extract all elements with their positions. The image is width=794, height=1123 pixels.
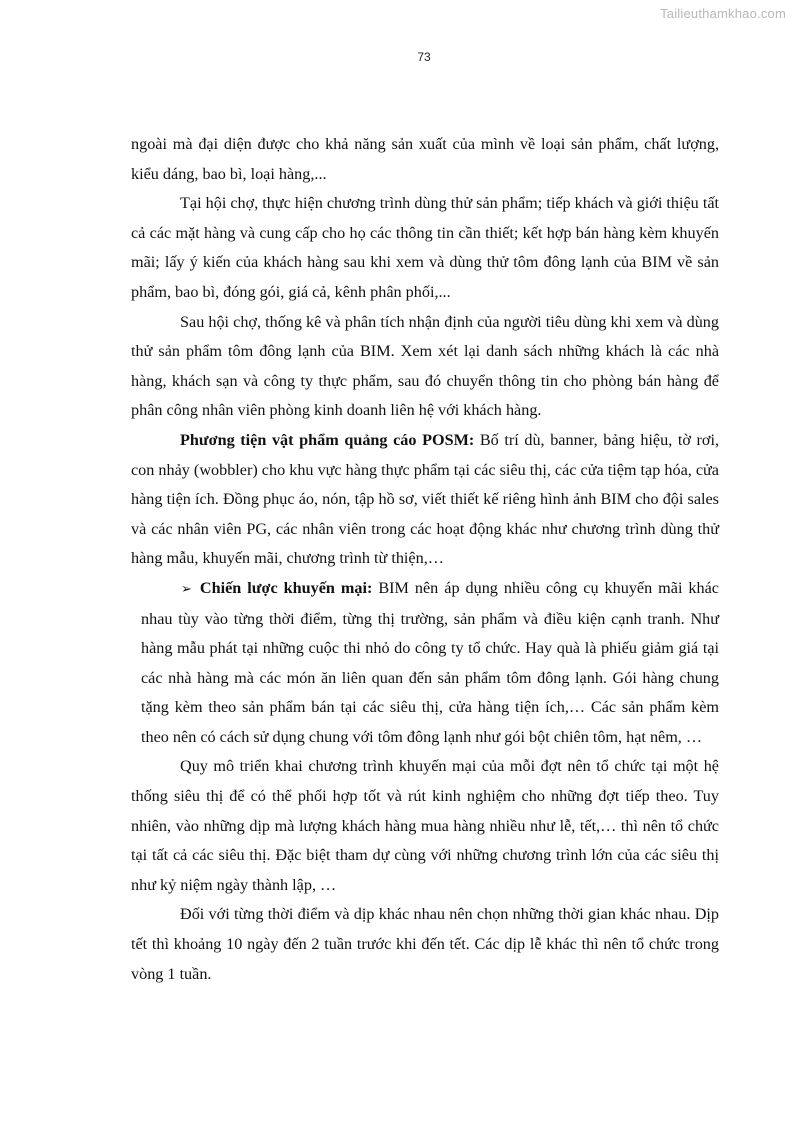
watermark: Tailieuthamkhao.com: [660, 6, 786, 21]
paragraph-continuation: ngoài mà đại diện được cho khả năng sản xuất của mình về loại sản phẩm, chất lượng, kiểu dáng, bao bì, loại hàng,...: [131, 135, 719, 183]
paragraph-posm: [131, 426, 719, 574]
paragraph-timing: Đối với từng thời điểm và dịp khác nhau nên chọn những thời gian khác nhau. Dịp tết thì khoảng 10 ngày đến 2 tuần trước khi đến tết. Các dịp lễ khác thì nên tổ chức trong vòng 1 tuần.: [131, 905, 719, 983]
promotion-text: BIM nên áp dụng nhiều công cụ khuyến mãi khác nhau tùy vào từng thời điểm, từng thị trường, sản phẩm và điều kiện cạnh tranh. Như hàng mẫu phát tại những cuộc thi nhỏ do công ty tổ chức. Hay quà là phiếu giảm giá tại các nhà hàng mà các món ăn liên quan đến sản phẩm tôm đông lạnh. Gói hàng chung tặng kèm theo sản phẩm bán tại các siêu thị, cửa hàng tiện ích,… Các sản phẩm kèm theo nên có cách sử dụng chung với tôm đông lạnh như gói bột chiên tôm, hạt nêm, …: [141, 578, 719, 746]
posm-heading: Phương tiện vật phẩm quảng cáo POSM:: [180, 430, 475, 449]
posm-text: Bố trí dù, banner, bảng hiệu, tờ rơi, con nhảy (wobbler) cho khu vực hàng thực phẩm tại các siêu thị, các cửa tiệm tạp hóa, cửa hàng tiện ích. Đồng phục áo, nón, tập hồ sơ, viết thiết kế riêng hình ảnh BIM cho đội sales và các nhân viên PG, các nhân viên trong các hoạt động khác như chương trình dùng thử hàng mẫu, khuyến mãi, chương trình từ thiện,…: [131, 430, 719, 568]
paragraph-after-fair: Sau hội chợ, thống kê và phân tích nhận định của người tiêu dùng khi xem và dùng thử sản phẩm tôm đông lạnh của BIM. Xem xét lại danh sách những khách là các nhà hàng, khách sạn và công ty thực phẩm, sau đó chuyển thông tin cho phòng bán hàng để phân công nhân viên phòng kinh doanh liên hệ với khách hàng.: [131, 312, 719, 420]
paragraph-scale: Quy mô triển khai chương trình khuyến mại của mỗi đợt nên tổ chức tại một hệ thống siêu thị để có thể phối hợp tốt và rút kinh nghiệm cho những đợt tiếp theo. Tuy nhiên, vào những dịp mà lượng khách hàng mua hàng nhiều như lễ, tết,… thì nên tổ chức tại tất cả các siêu thị. Đặc biệt tham dự cùng với những chương trình lớn của các siêu thị như kỷ niệm ngày thành lập, …: [131, 757, 719, 894]
document-body: [131, 130, 719, 989]
paragraph-fair-activities: Tại hội chợ, thực hiện chương trình dùng thử sản phẩm; tiếp khách và giới thiệu tất cả các mặt hàng và cung cấp cho họ các thông tin cần thiết; kết hợp bán hàng kèm khuyến mãi; lấy ý kiến của khách hàng sau khi xem và dùng thử tôm đông lạnh của BIM về sản phẩm, bao bì, đóng gói, giá cả, kênh phân phối,...: [131, 194, 719, 301]
arrow-bullet-icon: ➢: [181, 581, 192, 597]
page-number: 73: [417, 50, 431, 64]
promotion-bullet: [131, 574, 719, 753]
promotion-heading: Chiến lược khuyến mại:: [199, 578, 373, 597]
promotion-paragraph: [141, 574, 719, 753]
